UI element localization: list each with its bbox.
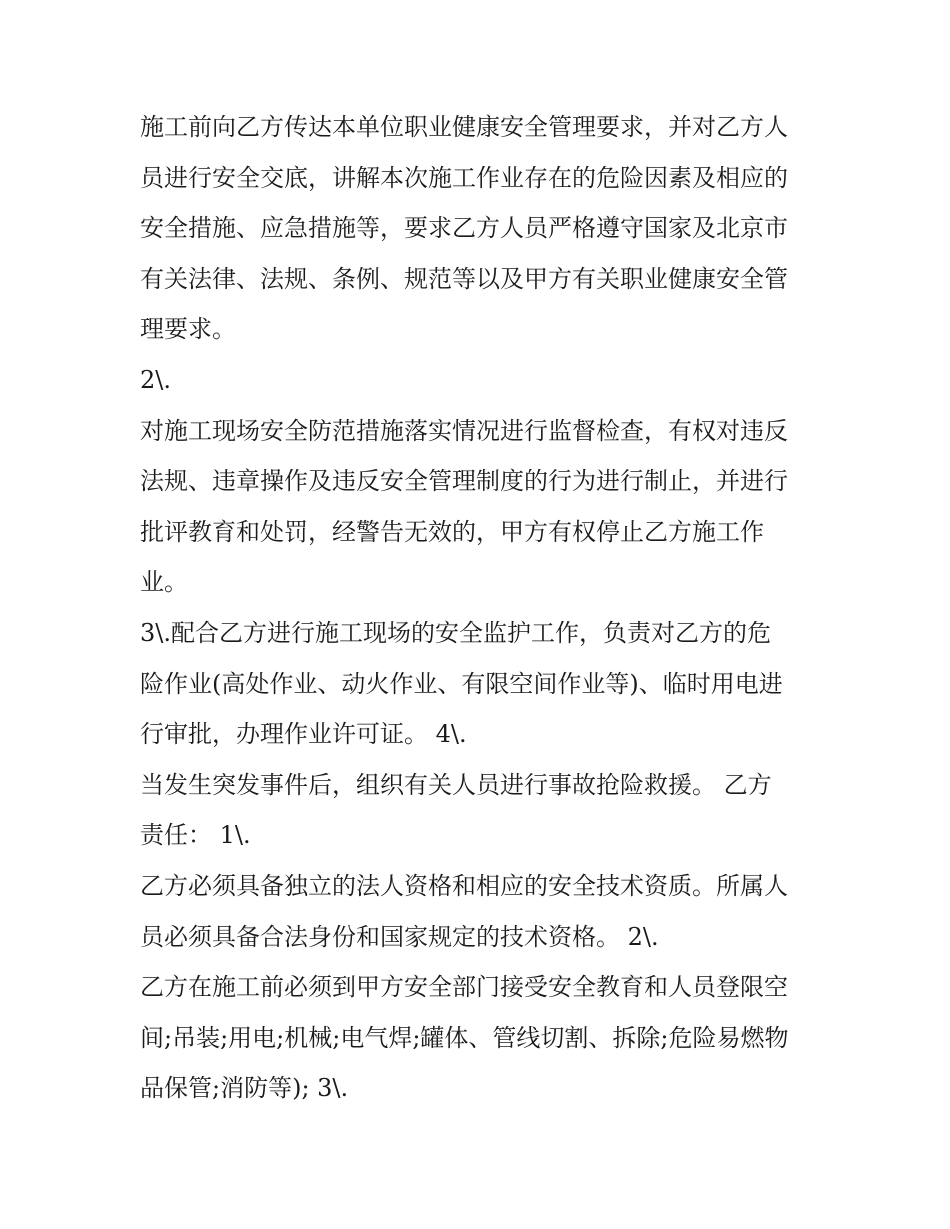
text-line: 行审批，办理作业许可证。 4\. <box>140 720 467 749</box>
text-line: 间;吊装;用电;机械;电气焊;罐体、管线切割、拆除;危险易燃物 <box>140 1023 789 1052</box>
document-body <box>140 102 820 1114</box>
text-line: 险作业(高处作业、动火作业、有限空间作业等)、临时用电进 <box>140 669 783 698</box>
text-line: 2\. <box>140 365 171 394</box>
text-line: 责任： 1\. <box>140 821 251 850</box>
text-line: 乙方必须具备独立的法人资格和相应的安全技术资质。所属人 <box>140 871 788 900</box>
text-line: 员必须具备合法身份和国家规定的技术资格。 2\. <box>140 922 659 951</box>
text-line: 法规、违章操作及违反安全管理制度的行为进行制止，并进行 <box>140 467 788 496</box>
text-line: 施工前向乙方传达本单位职业健康安全管理要求，并对乙方人 <box>140 113 788 141</box>
text-line: 3\.配合乙方进行施工现场的安全监护工作，负责对乙方的危 <box>140 618 771 647</box>
text-line: 对施工现场安全防范措施落实情况进行监督检查，有权对违反 <box>140 416 788 445</box>
text-line: 安全措施、应急措施等，要求乙方人员严格遵守国家及北京市 <box>140 214 788 243</box>
text-line: 业。 <box>140 568 188 597</box>
text-line: 品保管;消防等); 3\. <box>140 1074 349 1103</box>
text-line: 乙方在施工前必须到甲方安全部门接受安全教育和人员登限空 <box>140 973 788 1002</box>
text-line: 有关法律、法规、条例、规范等以及甲方有关职业健康安全管 <box>140 264 788 293</box>
text-line: 理要求。 <box>140 315 236 344</box>
text-line: 员进行安全交底，讲解本次施工作业存在的危险因素及相应的 <box>140 163 788 192</box>
text-line: 批评教育和处罚，经警告无效的，甲方有权停止乙方施工作 <box>140 517 764 546</box>
text-line: 当发生突发事件后，组织有关人员进行事故抢险救援。 乙方 <box>140 770 772 799</box>
